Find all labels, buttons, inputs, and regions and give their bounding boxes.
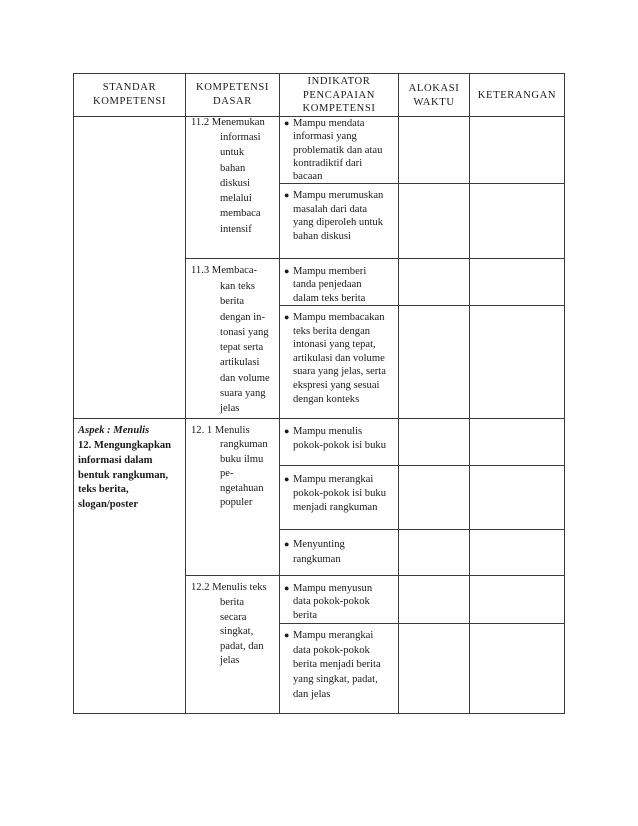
kd-12-2-cont [220,596,264,669]
kd-line: diskusi [220,177,251,189]
indicator-1 [293,117,382,183]
bullet-icon: ● [284,266,290,276]
kd-11-2-title: 11.2 Menemukan [191,117,265,128]
indicator-line: kontradiktif dari [293,157,363,169]
kd-11-3-cont [220,279,270,417]
indicator-2 [293,189,383,243]
kd-line: berita [220,597,245,608]
kd-line: jelas [220,403,240,415]
kd-11-3-title: 11.3 Membaca- [191,265,258,276]
bullet-icon: ● [284,539,290,549]
kd-line: singkat, [220,626,254,638]
table-border-top [73,73,565,74]
indicator-line: menjadi rangkuman [293,502,378,514]
indicator-line: Mampu merangkai [293,474,374,485]
row-line-ind-3 [279,465,565,466]
indicator-line: bahan diskusi [293,230,351,242]
indicator-line: suara yang jelas, serta [293,366,386,378]
aspect-standard [78,439,171,513]
indicator-line: pokok-pokok isi buku [293,488,386,500]
kd-line: tonasi yang [220,326,269,338]
header-keterangan: KETERANGAN [477,90,557,101]
row-line-aspect [73,418,565,419]
indicator-line: yang diperoleh untuk [293,217,384,229]
kd-line: artikulasi [220,357,260,369]
indicator-line: tanda penjedaan [293,279,362,291]
kd-line: melalui [220,193,252,205]
indicator-8 [293,582,372,622]
indicator-line: dalam teks berita [293,292,366,304]
header-indikator [280,75,398,116]
indicator-line: artikulasi dan volume [293,352,385,364]
indicator-4 [293,311,386,406]
indicator-line: yang singkat, padat, [293,674,378,686]
indicator-3 [293,265,366,305]
bullet-icon: ● [284,190,290,200]
indicator-line: problematik dan atau [293,144,383,156]
aspect-title: Aspek : Menulis [78,425,150,436]
header-kd-line: DASAR [213,95,252,107]
column-line-2 [279,73,280,714]
row-line-ind-5 [279,623,565,624]
kd-12-1-cont [220,438,268,511]
header-ind-line: INDIKATOR [307,76,371,87]
header-alokasi-waktu [399,82,469,109]
indicator-line: ekspresi yang sesuai [293,379,380,391]
indicator-6 [293,473,386,516]
indicator-line: Mampu merangkai [293,630,374,641]
indicator-9 [293,629,381,703]
indicator-line: dengan konteks [293,393,360,405]
kd-line: jelas [220,655,240,667]
header-ind-line: KOMPETENSI [302,103,376,114]
table-border-right [564,73,565,714]
kd-line: intensif [220,223,252,235]
kd-line: buku ilmu [220,453,264,465]
column-line-3 [398,73,399,714]
kd-line: rangkuman [220,439,268,450]
indicator-line: informasi yang [293,131,357,143]
kd-line: tepat serta [220,342,264,354]
kd-12-2-title: 12.2 Menulis teks [191,582,267,593]
kd-line: kan teks [220,281,256,292]
kd-line: secara [220,611,247,623]
column-line-1 [185,73,186,714]
aspect-line: bentuk rangkuman, [78,469,169,481]
bullet-icon: ● [284,118,290,128]
bullet-icon: ● [284,630,290,640]
row-line-kd-11-3 [185,258,565,259]
indicator-line: Mampu memberi [293,266,367,277]
indicator-line: data pokok-pokok [293,644,370,656]
aspect-line: teks berita, [78,484,129,496]
kd-line: bahan [220,162,246,174]
indicator-line: dan jelas [293,688,331,700]
header-kompetensi-dasar [186,81,279,108]
row-line-ind-4 [279,529,565,530]
indicator-7 [293,538,345,567]
header-standar-line: STANDAR [102,82,157,93]
indicator-line: masalah dari data [293,203,368,215]
indicator-line: Mampu menulis [293,426,363,437]
indicator-line: berita [293,609,318,621]
bullet-icon: ● [284,583,290,593]
indicator-line: data pokok-pokok [293,596,370,608]
table-border-bottom [73,713,565,714]
kd-line: dengan in- [220,311,266,323]
header-alokasi-line: WAKTU [413,96,455,108]
indicator-line: Mampu mendata [293,118,365,129]
kd-line: untuk [220,147,245,159]
kd-line: suara yang [220,388,266,400]
kd-line: berita [220,296,245,308]
aspect-line: informasi dalam [78,454,153,466]
indicator-5 [293,425,386,453]
header-standar [74,81,185,108]
bullet-icon: ● [284,474,290,484]
indicator-line: pokok-pokok isi buku [293,440,386,451]
indicator-line: Mampu merumuskan [293,190,384,201]
kd-12-1-title: 12. 1 Menulis [191,425,250,436]
row-line-kd-12-2 [185,575,565,576]
header-kd-line: KOMPETENSI [195,82,270,93]
kd-line: ngetahuan [220,482,264,494]
aspect-line: slogan/poster [78,499,139,511]
indicator-line: rangkuman [293,553,341,565]
indicator-line: Mampu menyusun [293,583,373,594]
indicator-line: Menyunting [293,539,345,550]
table-border-left [73,73,74,714]
bullet-icon: ● [284,426,290,436]
indicator-line: teks berita dengan [293,325,371,337]
aspect-line: 12. Mengungkapkan [78,440,172,451]
kd-line: pe- [220,468,234,479]
kd-line: populer [220,497,253,508]
indicator-line: intonasi yang tepat, [293,339,376,351]
indicator-line: bacaan [293,171,323,183]
kd-line: dan volume [220,372,270,384]
header-alokasi-line: ALOKASI [408,83,460,94]
kd-11-2-cont [220,130,261,237]
kd-line: padat, dan [220,640,264,652]
header-ind-line: PENCAPAIAN [302,89,376,101]
kd-line: membaca [220,208,261,220]
kd-line: informasi [220,132,261,143]
column-line-4 [469,73,470,714]
header-standar-line: KOMPETENSI [92,95,167,107]
indicator-line: berita menjadi berita [293,659,381,671]
indicator-line: Mampu membacakan [293,312,385,323]
bullet-icon: ● [284,312,290,322]
